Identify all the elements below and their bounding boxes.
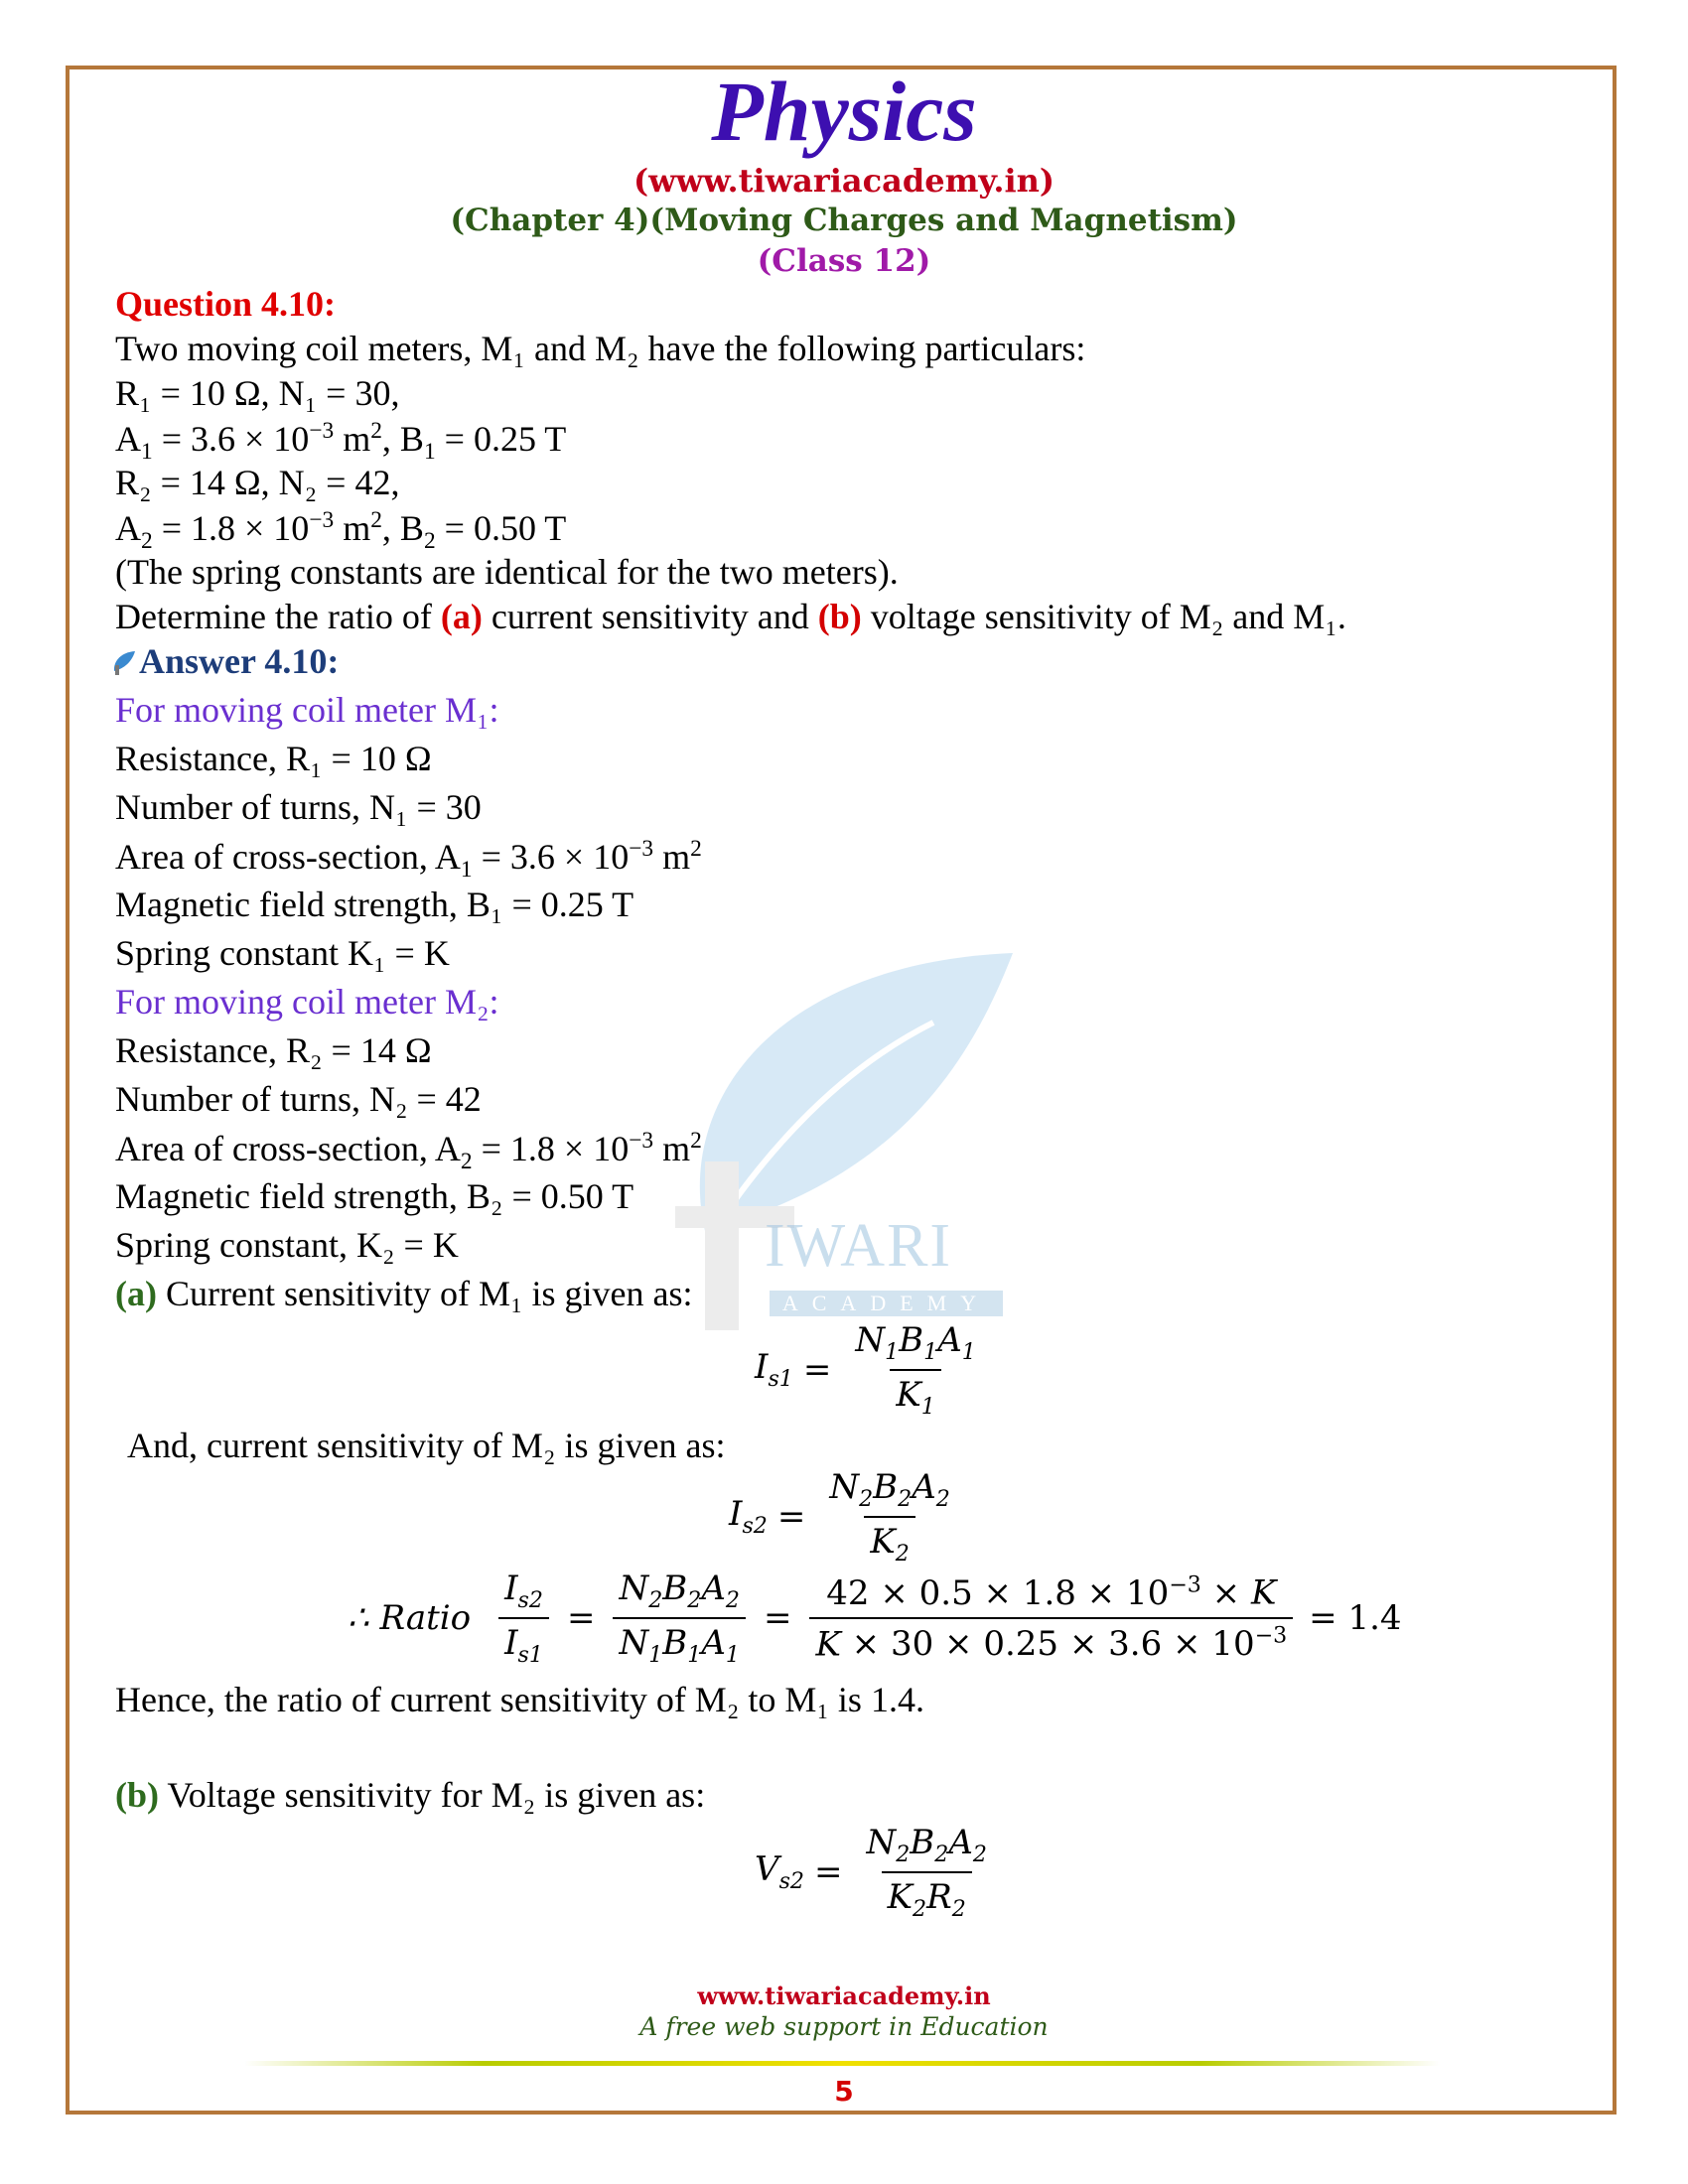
footer-website: www.tiwariacademy.in [697, 1981, 991, 2010]
and-text: And, current sensitivity of M₂ is given as: [127, 1426, 726, 1465]
equation-is1: $I_{s1}$ = $\frac{N_1B_1A_1}{K_1}$ [755, 1320, 976, 1420]
m2-spring: Spring constant, K₂ = K [115, 1225, 459, 1265]
m2-field: Magnetic field strength, B₂ = 0.50 T [115, 1176, 634, 1216]
equation-ratio: ∴ Ratio $\frac{I_{s2}}{I_{s1}}$ = $\frac{N_2B_2A_2}{N_1B_1A_1}$ = $\frac{42 \times 0.5 \times 1.8 \times 10^{-3} \times K}{K \times 30 \times 0.25 \times 3.6 \times 10^{-3}}$ = 1.4 [348, 1569, 1402, 1668]
page-number: 5 [834, 2075, 854, 2108]
question-note: (The spring constants are identical for the two meters). [115, 552, 899, 592]
m2-heading: For moving coil meter M₂: [115, 982, 499, 1022]
question-params-3: R₂ = 14 Ω, N₂ = 42, [115, 463, 400, 502]
m2-resistance: Resistance, R₂ = 14 Ω [115, 1030, 432, 1070]
answer-label: Answer 4.10: [111, 643, 339, 679]
question-intro: Two moving coil meters, M₁ and M₂ have the following particulars: [115, 329, 1086, 368]
header-chapter: (Chapter 4)(Moving Charges and Magnetism) [450, 203, 1238, 238]
m1-spring: Spring constant K₁ = K [115, 933, 450, 973]
part-b-text: (b) Voltage sensitivity for M₂ is given as: [115, 1775, 706, 1815]
header-class: (Class 12) [757, 243, 931, 279]
m2-area: Area of cross-section, $A_2 = 1.8 \times 10^{-3}$ $m^2$ [115, 1128, 702, 1175]
part-a-text: (a) Current sensitivity of M₁ is given as: [115, 1274, 693, 1313]
m2-turns: Number of turns, N₂ = 42 [115, 1079, 482, 1119]
footer-tagline: A free web support in Education [639, 2012, 1049, 2041]
header-website: (www.tiwariacademy.in) [633, 162, 1055, 200]
page-title: Physics [711, 64, 977, 159]
m1-turns: Number of turns, N₁ = 30 [115, 787, 482, 827]
question-params-2: $A_1 = 3.6 \times 10^{-3}$ $m^2$, $B_1 = 0.25$ T [115, 418, 567, 466]
question-params-1: R₁ = 10 Ω, N₁ = 30, [115, 373, 400, 413]
watermark-sub: ACADEMY [770, 1291, 1003, 1316]
m1-resistance: Resistance, R₁ = 10 Ω [115, 739, 432, 778]
m1-field: Magnetic field strength, B₁ = 0.25 T [115, 885, 634, 924]
question-label: Question 4.10: [115, 284, 337, 324]
hence-text: Hence, the ratio of current sensitivity of M₂ to M₁ is 1.4. [115, 1680, 924, 1719]
question-task: Determine the ratio of (a) current sensitivity and (b) voltage sensitivity of M₂ and M₁. [115, 597, 1346, 636]
footer-divider [244, 2061, 1440, 2066]
question-params-4: $A_2 = 1.8 \times 10^{-3}$ $m^2$, $B_2 = 0.50$ T [115, 507, 567, 555]
tiwari-logo-icon [111, 649, 137, 675]
m1-heading: For moving coil meter M₁: [115, 690, 499, 730]
watermark-name: IWARI [765, 1212, 953, 1280]
equation-is2: $I_{s2}$ = $\frac{N_2B_2A_2}{K_2}$ [729, 1467, 950, 1567]
equation-vs2: $V_{s2}$ = $\frac{N_2B_2A_2}{K_2R_2}$ [755, 1823, 987, 1922]
m1-area: Area of cross-section, $A_1 = 3.6 \times 10^{-3}$ $m^2$ [115, 836, 702, 884]
